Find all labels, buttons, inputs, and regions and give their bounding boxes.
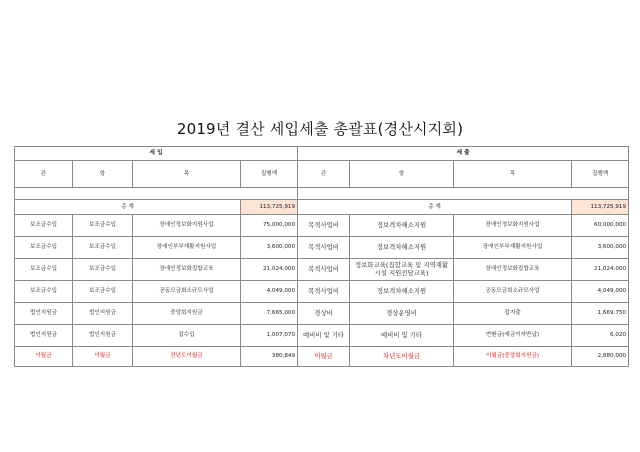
revenue-section-header: 세 입: [15, 147, 298, 161]
expense-hang-cell: 정보격차해소지원: [350, 215, 454, 237]
revenue-amount-cell: 21,024,000: [241, 259, 298, 281]
col-header-revenue-amount: 집행액: [241, 161, 298, 188]
revenue-total-amount: 113,725,919: [241, 200, 298, 215]
expense-gwan-cell: 경상비: [298, 303, 350, 325]
revenue-mok-cell: 장애인부부재활지원사업: [133, 237, 241, 259]
table-row: [15, 215, 629, 237]
revenue-mok-cell: 공동모금회소규모사업: [133, 281, 241, 303]
expense-hang-cell: 예비비 및 기타: [350, 325, 454, 347]
revenue-total-label: 총 계: [15, 200, 241, 215]
expense-hang-cell: 정보격차해소지원: [350, 281, 454, 303]
column-header-row: [15, 161, 629, 188]
revenue-amount-cell: 1,007,070: [241, 325, 298, 347]
expense-amount-cell: 6,020: [572, 325, 629, 347]
revenue-mok-cell: 중앙회지원금: [133, 303, 241, 325]
col-header-expense-amount: 집행액: [572, 161, 629, 188]
col-header-revenue-gwan: 관: [15, 161, 73, 188]
expense-hang-cell: 정보화교육(집합교육 및 지역재활시설 지원전담교육): [350, 259, 454, 281]
expense-mok-cell: 공동모금회소규모사업: [454, 281, 572, 303]
col-header-revenue-mok: 목: [133, 161, 241, 188]
revenue-amount-cell: 4,049,000: [241, 281, 298, 303]
revenue-hang-cell: 보조금수입: [73, 237, 133, 259]
revenue-mok-cell: 장애인정보화집합교육: [133, 259, 241, 281]
section-header-row: [15, 147, 629, 161]
expense-section-header: 세 출: [298, 147, 629, 161]
expense-mok-cell: 잡지출: [454, 303, 572, 325]
col-header-expense-hang: 항: [350, 161, 454, 188]
revenue-gwan-cell: 법인지원금: [15, 303, 73, 325]
revenue-hang-cell: 법인지원금: [73, 303, 133, 325]
table-row: [15, 303, 629, 325]
table-row: [15, 347, 629, 367]
table-row: [15, 325, 629, 347]
expense-gwan-cell: 이월금: [298, 347, 350, 367]
expense-amount-cell: 2,880,000: [572, 347, 629, 367]
expense-amount-cell: 60,000,000: [572, 215, 629, 237]
revenue-mok-cell: 전년도이월금: [133, 347, 241, 367]
expense-hang-cell: 차년도이월금: [350, 347, 454, 367]
revenue-gwan-cell: 보조금수입: [15, 215, 73, 237]
revenue-hang-cell: 이월금: [73, 347, 133, 367]
revenue-gwan-cell: 이월금: [15, 347, 73, 367]
revenue-hang-cell: 보조금수입: [73, 259, 133, 281]
revenue-gwan-cell: 보조금수입: [15, 259, 73, 281]
table-row: [15, 281, 629, 303]
expense-gwan-cell: 예비비 및 기타: [298, 325, 350, 347]
expense-gwan-cell: 목적사업비: [298, 259, 350, 281]
revenue-mok-cell: 장애인정보화지원사업: [133, 215, 241, 237]
revenue-gwan-cell: 보조금수입: [15, 281, 73, 303]
revenue-amount-cell: 380,849: [241, 347, 298, 367]
revenue-amount-cell: 75,000,000: [241, 215, 298, 237]
expense-hang-cell: 경상운영비: [350, 303, 454, 325]
expense-mok-cell: 장애인정보화지원사업: [454, 215, 572, 237]
expense-total-amount: 113,725,919: [572, 200, 629, 215]
revenue-hang-cell: 보조금수입: [73, 215, 133, 237]
expense-gwan-cell: 목적사업비: [298, 281, 350, 303]
total-row: [15, 200, 629, 215]
revenue-hang-cell: 법인지원금: [73, 325, 133, 347]
revenue-spacer-cell: [15, 188, 298, 200]
revenue-hang-cell: 보조금수입: [73, 281, 133, 303]
table-row: [15, 259, 629, 281]
expense-amount-cell: 3,600,000: [572, 237, 629, 259]
table-row: [15, 237, 629, 259]
expense-mok-cell: 장애인정보화집합교육: [454, 259, 572, 281]
expense-amount-cell: 21,024,000: [572, 259, 629, 281]
col-header-expense-mok: 목: [454, 161, 572, 188]
page-title: 2019년 결산 세입세출 총괄표(경산시지회): [176, 120, 464, 138]
revenue-mok-cell: 잡수입: [133, 325, 241, 347]
expense-mok-cell: 반환금(예금이자반납): [454, 325, 572, 347]
col-header-expense-gwan: 관: [298, 161, 350, 188]
expense-amount-cell: 4,049,000: [572, 281, 629, 303]
revenue-amount-cell: 7,665,000: [241, 303, 298, 325]
budget-summary-table: [14, 146, 629, 367]
expense-amount-cell: 1,669,750: [572, 303, 629, 325]
expense-mok-cell: 장애인부부재활지원사업: [454, 237, 572, 259]
spacer-row: [15, 188, 629, 200]
expense-mok-cell: 이월금(중앙회지원금): [454, 347, 572, 367]
revenue-amount-cell: 3,600,000: [241, 237, 298, 259]
expense-total-label: 총 계: [298, 200, 572, 215]
expense-spacer-cell: [298, 188, 629, 200]
col-header-revenue-hang: 항: [73, 161, 133, 188]
expense-gwan-cell: 목적사업비: [298, 237, 350, 259]
expense-gwan-cell: 목적사업비: [298, 215, 350, 237]
expense-hang-cell: 정보격차해소지원: [350, 237, 454, 259]
revenue-gwan-cell: 보조금수입: [15, 237, 73, 259]
revenue-gwan-cell: 법인지원금: [15, 325, 73, 347]
